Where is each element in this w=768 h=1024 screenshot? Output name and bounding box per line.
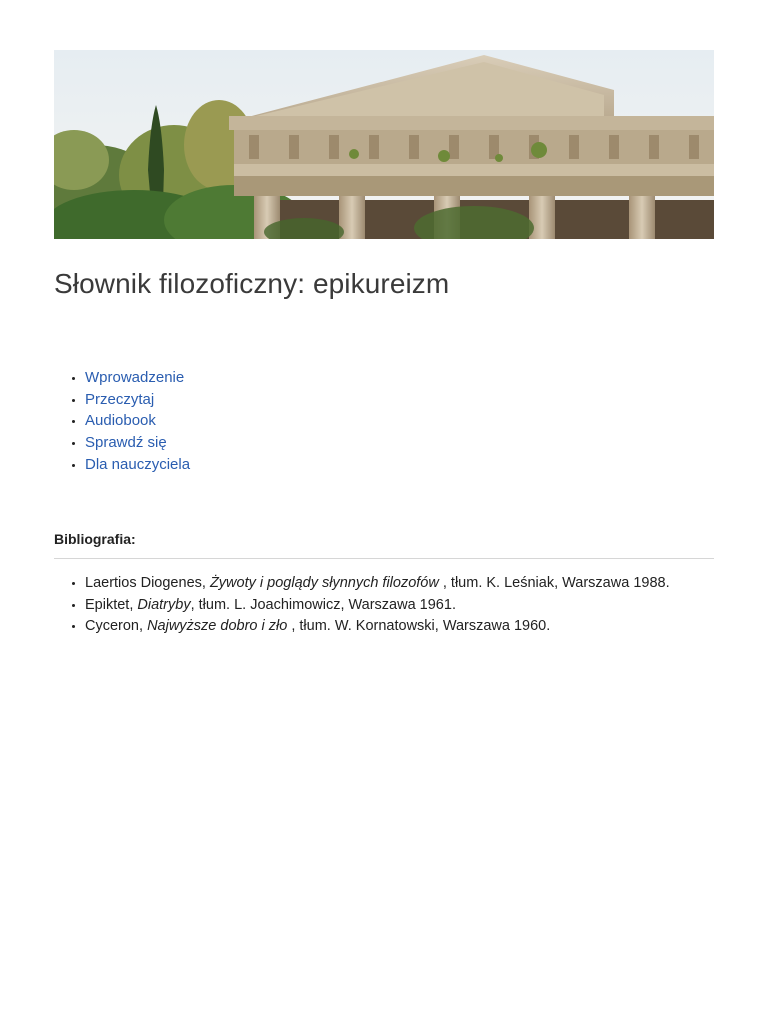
banner-image — [54, 50, 714, 239]
nav-link-sprawdz-sie[interactable]: Sprawdź się — [85, 434, 167, 452]
nav-item-wprowadzenie — [85, 367, 190, 389]
bib-author: Cyceron, — [85, 618, 144, 635]
bibliography-entry — [85, 573, 765, 595]
bib-work-title: Diatryby — [137, 596, 191, 613]
bibliography-heading: Bibliografia: — [54, 531, 136, 547]
nav-item-audiobook — [85, 410, 190, 432]
bib-author: Epiktet, — [85, 596, 134, 613]
section-nav — [54, 367, 190, 476]
nav-link-przeczytaj[interactable]: Przeczytaj — [85, 390, 155, 408]
nav-item-sprawdz-sie — [85, 432, 190, 454]
bib-details: , tłum. W. Kornatowski, Warszawa 1960. — [291, 618, 551, 635]
bib-details: , tłum. L. Joachimowicz, Warszawa 1961. — [190, 596, 456, 613]
bib-work-title: Żywoty i poglądy słynnych filozofów — [209, 575, 439, 591]
bib-details: , tłum. K. Leśniak, Warszawa 1988. — [442, 575, 670, 591]
temple-photo-icon — [54, 50, 714, 239]
bibliography-entry — [85, 616, 765, 638]
bib-author: Laertios Diogenes, — [85, 575, 206, 591]
nav-item-przeczytaj — [85, 389, 190, 411]
bib-work-title: Najwyższe dobro i zło — [147, 618, 288, 635]
nav-link-dla-nauczyciela[interactable]: Dla nauczyciela — [85, 455, 191, 473]
nav-link-wprowadzenie[interactable]: Wprowadzenie — [85, 369, 185, 386]
nav-item-dla-nauczyciela — [85, 454, 190, 476]
divider — [54, 558, 714, 559]
bibliography-entry — [85, 595, 765, 617]
bibliography-list — [54, 573, 765, 638]
nav-link-audiobook[interactable]: Audiobook — [85, 412, 156, 430]
page-title: Słownik filozoficzny: epikureizm — [54, 268, 450, 299]
